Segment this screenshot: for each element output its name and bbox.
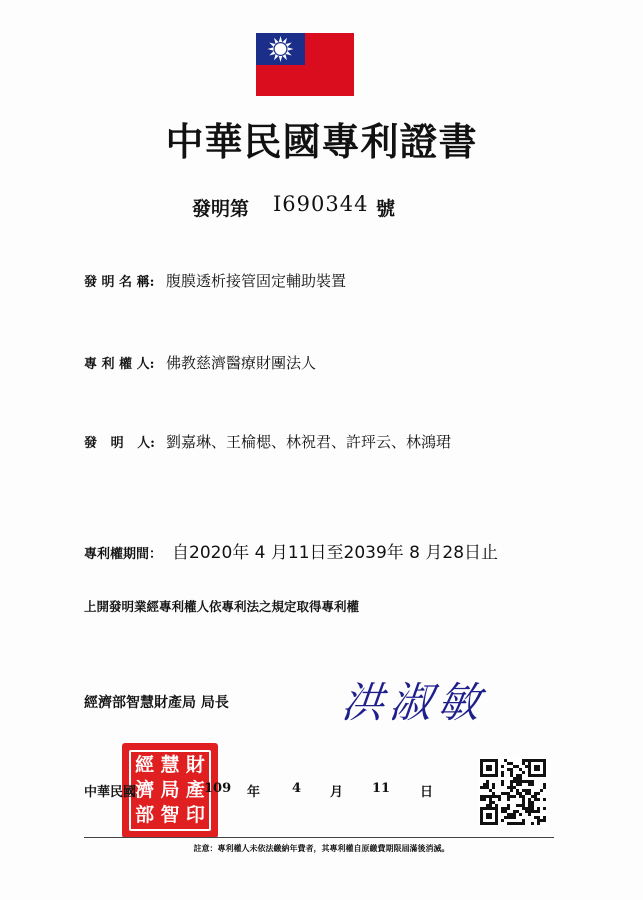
qr-module — [513, 813, 516, 816]
qr-module — [522, 822, 525, 825]
qr-module — [537, 822, 540, 825]
seal-glyph: 財 — [185, 754, 205, 776]
issue-date — [84, 781, 484, 801]
qr-module — [510, 789, 513, 792]
qr-module — [495, 804, 498, 807]
qr-module — [486, 786, 489, 789]
qr-module — [507, 792, 510, 795]
inventor-value: 劉嘉琳、王棆楒、林祝君、許玶云、林鴻珺 — [166, 433, 452, 451]
qr-module — [504, 816, 507, 819]
qr-module — [513, 795, 516, 798]
qr-module — [513, 765, 516, 768]
qr-module — [522, 804, 525, 807]
qr-module — [543, 807, 546, 810]
qr-module — [540, 819, 543, 822]
qr-module — [528, 801, 531, 804]
seal-glyph: 產 — [185, 779, 205, 801]
footer-note: 註意：專利權人未依法繳納年費者，其專利權自原繳費期限屆滿後消滅。 — [193, 843, 450, 853]
qr-module — [516, 780, 519, 783]
qr-module — [522, 789, 525, 792]
qr-module — [486, 780, 489, 783]
qr-module — [519, 780, 522, 783]
qr-module — [519, 777, 522, 780]
qr-module — [543, 816, 546, 819]
qr-module — [486, 795, 489, 798]
qr-module — [534, 810, 537, 813]
qr-module — [540, 789, 543, 792]
qr-module — [531, 822, 534, 825]
date-year: 109 — [204, 781, 232, 796]
qr-module — [531, 783, 534, 786]
qr-module — [531, 810, 534, 813]
qr-module — [519, 792, 522, 795]
qr-module — [528, 813, 531, 816]
qr-module — [507, 798, 510, 801]
qr-module — [480, 798, 483, 801]
qr-module — [522, 819, 525, 822]
qr-module — [516, 789, 519, 792]
qr-module — [498, 795, 501, 798]
invention-name-value: 腹膜透析接管固定輔助裝置 — [166, 272, 347, 290]
qr-module — [525, 765, 528, 768]
qr-module — [516, 822, 519, 825]
certificate-title: 中華民國專利證書 — [165, 119, 478, 164]
qr-module — [486, 804, 489, 807]
qr-module — [504, 792, 507, 795]
patent-holder-label: 專 利 權 人: — [84, 357, 155, 372]
qr-module — [519, 783, 522, 786]
qr-module — [537, 798, 540, 801]
footer-divider — [84, 837, 554, 838]
seal-glyph: 部 — [135, 804, 155, 826]
qr-module — [534, 792, 537, 795]
inventor-row — [84, 431, 451, 452]
qr-module — [510, 771, 513, 774]
qr-module — [492, 801, 495, 804]
qr-module — [501, 810, 504, 813]
invention-name-row — [84, 270, 346, 291]
patent-number-suffix: 號 — [376, 198, 396, 220]
patent-term-value: 自2020年 4 月11日至2039年 8 月28日止 — [172, 543, 499, 563]
qr-code-graphic — [478, 757, 548, 827]
qr-module — [492, 786, 495, 789]
date-month: 4 — [292, 781, 302, 796]
qr-module — [513, 810, 516, 813]
qr-module — [501, 774, 504, 777]
qr-module — [507, 762, 510, 765]
qr-module — [516, 777, 519, 780]
qr-module — [525, 789, 528, 792]
qr-module — [522, 807, 525, 810]
qr-module — [528, 792, 531, 795]
qr-module — [519, 804, 522, 807]
qr-module — [537, 816, 540, 819]
date-day: 11 — [372, 781, 391, 796]
qr-module — [510, 783, 513, 786]
qr-module — [513, 816, 516, 819]
qr-module — [519, 822, 522, 825]
qr-module — [525, 810, 528, 813]
qr-module — [528, 810, 531, 813]
qr-module — [531, 801, 534, 804]
qr-module — [519, 795, 522, 798]
qr-module — [525, 759, 528, 762]
qr-module — [510, 762, 513, 765]
qr-module — [537, 819, 540, 822]
qr-module — [537, 810, 540, 813]
flag-canton — [256, 33, 305, 65]
director-signature: 洪淑敏 — [339, 678, 489, 727]
qr-module — [504, 807, 507, 810]
qr-module — [531, 804, 534, 807]
qr-module — [522, 759, 525, 762]
qr-module — [492, 783, 495, 786]
qr-module — [522, 795, 525, 798]
qr-module — [489, 795, 492, 798]
flag-icon — [256, 33, 354, 96]
qr-module — [483, 798, 486, 801]
qr-module — [507, 813, 510, 816]
qr-module — [516, 792, 519, 795]
patent-holder-value: 佛教慈濟醫療財團法人 — [166, 354, 317, 372]
qr-module — [513, 777, 516, 780]
qr-module — [516, 765, 519, 768]
patent-number-label: 發明第 — [192, 198, 250, 220]
qr-module — [528, 798, 531, 801]
patent-term-label: 專利權期間： — [84, 547, 163, 562]
patent-number: I690344 — [273, 192, 369, 216]
date-day-unit: 日 — [420, 785, 434, 800]
qr-module — [522, 762, 525, 765]
qr-module — [492, 792, 495, 795]
qr-module — [489, 798, 492, 801]
qr-module — [498, 798, 501, 801]
qr-module — [522, 801, 525, 804]
qr-module — [522, 780, 525, 783]
qr-module — [528, 780, 531, 783]
qr-module — [510, 780, 513, 783]
qr-module — [543, 819, 546, 822]
qr-module — [501, 819, 504, 822]
qr-module — [543, 798, 546, 801]
qr-module — [510, 816, 513, 819]
qr-module — [528, 807, 531, 810]
qr-module — [522, 771, 525, 774]
qr-module — [513, 780, 516, 783]
qr-module — [534, 795, 537, 798]
qr-module — [522, 798, 525, 801]
qr-module — [543, 786, 546, 789]
qr-code-icon — [478, 757, 548, 827]
qr-module — [516, 783, 519, 786]
qr-module — [504, 810, 507, 813]
qr-module — [480, 786, 483, 789]
qr-module — [519, 813, 522, 816]
qr-module — [489, 804, 492, 807]
qr-module — [492, 795, 495, 798]
date-year-unit: 年 — [247, 785, 261, 800]
seal-glyph: 智 — [160, 804, 180, 826]
qr-module — [507, 786, 510, 789]
grant-statement: 上開發明業經專利權人依專利法之規定取得專利權 — [84, 599, 360, 614]
qr-module — [513, 786, 516, 789]
qr-module — [501, 771, 504, 774]
qr-module — [534, 816, 537, 819]
qr-module — [501, 783, 504, 786]
date-month-unit: 月 — [330, 785, 344, 800]
qr-module — [510, 822, 513, 825]
qr-module — [495, 795, 498, 798]
qr-module — [507, 768, 510, 771]
qr-module — [531, 807, 534, 810]
qr-module — [486, 783, 489, 786]
qr-module — [510, 795, 513, 798]
qr-module — [507, 804, 510, 807]
qr-module — [507, 822, 510, 825]
bureau-director-title: 經濟部智慧財產局 局長 — [84, 695, 229, 711]
qr-module — [507, 816, 510, 819]
qr-module — [516, 804, 519, 807]
qr-module — [531, 795, 534, 798]
qr-module — [525, 807, 528, 810]
qr-module — [513, 822, 516, 825]
qr-module — [501, 807, 504, 810]
invention-name-label: 發 明 名 稱: — [84, 275, 155, 290]
qr-module — [534, 798, 537, 801]
qr-module — [510, 813, 513, 816]
qr-module — [489, 801, 492, 804]
qr-module — [543, 783, 546, 786]
qr-module — [531, 780, 534, 783]
qr-module — [528, 783, 531, 786]
qr-module — [516, 774, 519, 777]
seal-glyph: 慧 — [160, 754, 180, 776]
qr-module — [510, 786, 513, 789]
patent-term-row — [84, 538, 498, 563]
qr-module — [525, 792, 528, 795]
patent-holder-row — [84, 352, 316, 373]
qr-module — [483, 795, 486, 798]
qr-module — [510, 774, 513, 777]
inventor-label: 發 明 人: — [84, 436, 155, 451]
qr-module — [501, 780, 504, 783]
qr-module — [528, 804, 531, 807]
qr-module — [519, 768, 522, 771]
qr-module — [537, 807, 540, 810]
seal-glyph: 經 — [135, 754, 155, 776]
qr-module — [537, 792, 540, 795]
qr-module — [501, 765, 504, 768]
qr-module — [489, 789, 492, 792]
qr-module — [516, 810, 519, 813]
seal-glyph: 印 — [185, 804, 205, 826]
qr-module — [519, 774, 522, 777]
qr-module — [507, 807, 510, 810]
qr-module — [510, 768, 513, 771]
seal-glyph: 濟 — [135, 779, 155, 801]
white-sun-icon — [256, 33, 305, 65]
qr-module — [480, 795, 483, 798]
date-era-label: 中華民國 — [84, 785, 137, 800]
qr-module — [528, 789, 531, 792]
qr-module — [525, 780, 528, 783]
qr-module — [504, 759, 507, 762]
qr-module — [483, 786, 486, 789]
qr-module — [501, 792, 504, 795]
seal-glyph: 局 — [160, 779, 180, 801]
qr-module — [507, 795, 510, 798]
qr-module — [483, 783, 486, 786]
